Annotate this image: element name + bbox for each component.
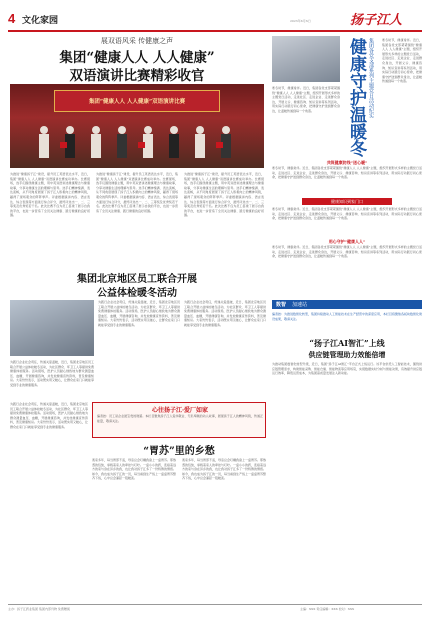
charity-title-line1: 集团北京地区员工联合开展 [77, 274, 197, 285]
notice-body: 编者按：员工是企业最宝贵的财富。本栏目聚焦扬子江人爱岗敬业、无私奉献的动人故事，展现扬子江人的精神风貌，传递正能量，敬请关注。 [97, 414, 263, 423]
people-group [30, 122, 244, 162]
essay-title: “胃苏”里的乡愁 [143, 446, 215, 457]
article-title-line1: 集团“健康人人 人人健康” [59, 50, 215, 66]
charity-title-line2: 公益体检暖冬活动 [97, 288, 177, 299]
footer-left: 主办：扬子江药业集团 集团内部刊物 免费赠阅 [8, 607, 70, 611]
left-bottom-body: 为践行企业社会责任，传递关爱温暖，近日，集团北京地区员工联合开展公益体检暖冬活动，为社区群众、环卫工人等提供免费健康体检服务。活动现场，医护人员耐心细致地为群众测量血压、血糖，开展健康咨询，并发放健康宣传资料，普及健康知识。大家纷纷表示，活动既实用又暖心，让群众在家门口就能享受到专业的健康服务。 [10, 402, 88, 429]
ai-column-bar [272, 300, 422, 309]
header-rule [8, 30, 422, 32]
footer-rule [8, 604, 422, 605]
article-body-col2: 为推进“健康扬子江”建设，提升员工英语表达水平，近日，集团“健康人人 人人健康”双语演讲比赛成功举办。比赛现场，选手们围绕健康主题，用中英双语讲述健康理念与健康故事，分享对健康生活的理解与思考。选手们精神饱满、表达流畅，从不同角度展现了扬子江人积极向上的精神风貌，赢得了现场观众的阵阵掌声。评委根据演讲内容、语言表达、综合表现等方面进行综合评分，最终评选出一、二、三等奖及优秀奖若干名。此次比赛不仅为员工搭建了展示自我的平台，也进一步营造了全员关注健康、践行健康的良好氛围。 [96, 172, 178, 213]
side-subtitle-wrap [368, 38, 375, 158]
section-name: 文化家园 [22, 16, 59, 26]
article-title-line2: 双语演讲比赛精彩收官 [69, 68, 205, 84]
side-body-e: 寒冬时节，健康常伴。近日，集团各党支部紧紧围绕“健康人人 人人健康”主题，组织开展形式多样的主题党日活动，走进社区、走进企业、走进群众身边，开展义诊、健康咨询、知识宣讲等系列活动，用实际行动践行初心使命，把健康守护送到群众身边，让温暖传递到每一个角落。 [272, 245, 422, 259]
side-body-c: 寒冬时节，健康常伴。近日，集团各党支部紧紧围绕“健康人人 人人健康”主题，组织开展形式多样的主题党日活动，走进社区、走进企业、走进群众身边，开展义诊、健康咨询、知识宣讲等系列活动，用实际行动践行初心使命，把健康守护送到群众身边，让温暖传递到每一个角落。 [272, 166, 422, 180]
people-figures [30, 122, 244, 162]
notice-title: 心往扬子江·爱厂如家 [151, 407, 209, 414]
stage-banner [54, 90, 220, 112]
side-subtitle: 集团各党支部系列主题党日活动纪实 [368, 38, 374, 118]
stage-banner-text: 集团“健康人人 人人健康”双语演讲比赛 [88, 99, 186, 105]
ai-column-label2: 加速站 [292, 302, 308, 308]
page-number: 4 [8, 11, 16, 26]
side-body-b: 寒冬时节，健康常伴。近日，集团各党支部紧紧围绕“健康人人 人人健康”主题，组织开展形式多样的主题党日活动，走进社区、走进企业、走进群众身边，开展义诊、健康咨询、知识宣讲等系列活动，用实际行动践行初心使命，把健康守护送到群众身边，让温暖传递到每一个角落。 [382, 38, 422, 84]
ai-column [272, 300, 422, 600]
article-body-col1: 为推进“健康扬子江”建设，提升员工英语表达水平，近日，集团“健康人人 人人健康”双语演讲比赛成功举办。比赛现场，选手们围绕健康主题，用中英双语讲述健康理念与健康故事，分享对健康生活的理解与思考。选手们精神饱满、表达流畅，从不同角度展现了扬子江人积极向上的精神风貌，赢得了现场观众的阵阵掌声。评委根据演讲内容、语言表达、综合表现等方面进行综合评分，最终评选出一、二、三等奖及优秀奖若干名。此次比赛不仅为员工搭建了展示自我的平台，也进一步营造了全员关注健康、践行健康的良好氛围。 [10, 172, 90, 218]
ai-body: 为推动集团数智化转型升级，近日，集团“扬子江AI智汇”平台正式上线运行。该平台依托人工智能技术，围绕供应链管理需求，构建智能采购、智能仓储、智能物流等应用场景，实现数据实时分析与智能决策，有效提升供应链运行效率，降低运营成本，为集团高质量发展注入新动能。 [272, 362, 422, 376]
side-body-d: 寒冬时节，健康常伴。近日，集团各党支部紧紧围绕“健康人人 人人健康”主题，组织开展形式多样的主题党日活动，走进社区、走进企业、走进群众身边，开展义诊、健康咨询、知识宣讲等系列活动，用实际行动践行初心使命，把健康守护送到群众身边，让温暖传递到每一个角落。 [272, 207, 422, 221]
side-subhead-3: 用心守护“健康人人” [328, 239, 366, 244]
side-photo [272, 36, 340, 82]
main-article [8, 36, 266, 266]
side-body-a: 寒冬时节，健康常伴。近日，集团各党支部紧紧围绕“健康人人 人人健康”主题，组织开展形式多样的主题党日活动，走进社区、走进企业、走进群众身边，开展义诊、健康咨询、知识宣讲等系列活动，用实际行动践行初心使命，把健康守护送到群众身边，让温暖传递到每一个角落。 [272, 86, 340, 113]
article-body-col3: 为推进“健康扬子江”建设，提升员工英语表达水平，近日，集团“健康人人 人人健康”双语演讲比赛成功举办。比赛现场，选手们围绕健康主题，用中英双语讲述健康理念与健康故事，分享对健康生活的理解与思考。选手们精神饱满、表达流畅，从不同角度展现了扬子江人积极向上的精神风貌，赢得了现场观众的阵阵掌声。评委根据演讲内容、语言表达、综合表现等方面进行综合评分，最终评选出一、二、三等奖及优秀奖若干名。此次比赛不仅为员工搭建了展示自我的平台，也进一步营造了全员关注健康、践行健康的良好氛围。 [184, 172, 264, 218]
notice-box [92, 402, 266, 438]
side-subhead-1: 共筑健康防线“送心暖” [326, 160, 368, 165]
charity-body-col1: 为践行企业社会责任，传递关爱温暖，近日，集团北京地区员工联合开展公益体检暖冬活动，为社区群众、环卫工人等提供免费健康体检服务。活动现场，医护人员耐心细致地为群众测量血压、血糖，开展健康咨询，并发放健康宣传资料，普及健康知识。大家纷纷表示，活动既实用又暖心，让群众在家门口就能享受到专业的健康服务。 [10, 360, 94, 387]
ai-title: “扬子江AI智汇”上线 [309, 338, 385, 348]
ai-subtitle: 供应链管理助力效能倍增 [308, 350, 386, 359]
side-subhead-2: 健康知识到家门口 [331, 199, 363, 204]
essay-body-col2: 离家多年，每当胃部不适，母亲总会叮嘱我备上一盒胃苏。那熟悉的包装，承载着家人的牵挂与叮咛。一盒小小的药，连接着远方的家与身在异乡的我，也让我对扬子江多了一份特殊的情感。如今，我也成为扬子江的一员，每当看到生产线上一盒盒胃苏整齐下线，心中总会涌起一股暖流。 [182, 458, 266, 481]
article-kicker: 展双语风采 传健康之声 [100, 37, 174, 45]
essay-body-col1: 离家多年，每当胃部不适，母亲总会叮嘱我备上一盒胃苏。那熟悉的包装，承载着家人的牵挂与叮咛。一盒小小的药，连接着远方的家与身在异乡的我，也让我对扬子江多了一份特殊的情感。如今，我也成为扬子江的一员，每当看到生产线上一盒盒胃苏整齐下线，心中总会涌起一股暖流。 [92, 458, 176, 481]
side-subhead-2-bg [302, 198, 392, 205]
charity-body-col3: 为践行企业社会责任，传递关爱温暖，近日，集团北京地区员工联合开展公益体检暖冬活动，为社区群众、环卫工人等提供免费健康体检服务。活动现场，医护人员耐心细致地为群众测量血压、血糖，开展健康咨询，并发放健康宣传资料，普及健康知识。大家纷纷表示，活动既实用又暖心，让群众在家门口就能享受到专业的健康服务。 [184, 300, 266, 327]
charity-body-col2: 为践行企业社会责任，传递关爱温暖，近日，集团北京地区员工联合开展公益体检暖冬活动，为社区群众、环卫工人等提供免费健康体检服务。活动现场，医护人员耐心细致地为群众测量血压、血糖，开展健康咨询，并发放健康宣传资料，普及健康知识。大家纷纷表示，活动既实用又暖心，让群众在家门口就能享受到专业的健康服务。 [98, 300, 180, 327]
issue-date: 2023年X月X日 [290, 19, 311, 23]
side-title: 健康守护温暖冬 [346, 38, 366, 157]
side-feature [272, 36, 422, 266]
ai-column-label: 数智 [276, 302, 287, 308]
side-title-wrap [344, 38, 369, 158]
essay-article [92, 442, 266, 598]
page-header [8, 8, 422, 30]
event-photo [10, 84, 264, 168]
ai-editor-note: 编者按：为推进数智化转型，集团持续推动人工智能技术在生产经营中的深度应用，本栏目将聚焦各板块数智化建设成果，敬请关注。 [272, 312, 422, 321]
masthead-logo: 扬子江人 [350, 13, 403, 28]
charity-article [8, 270, 266, 398]
footer-right: 主编：XXX 责任编辑：XXX 校对：XXX [300, 607, 355, 611]
charity-photo [10, 300, 94, 356]
